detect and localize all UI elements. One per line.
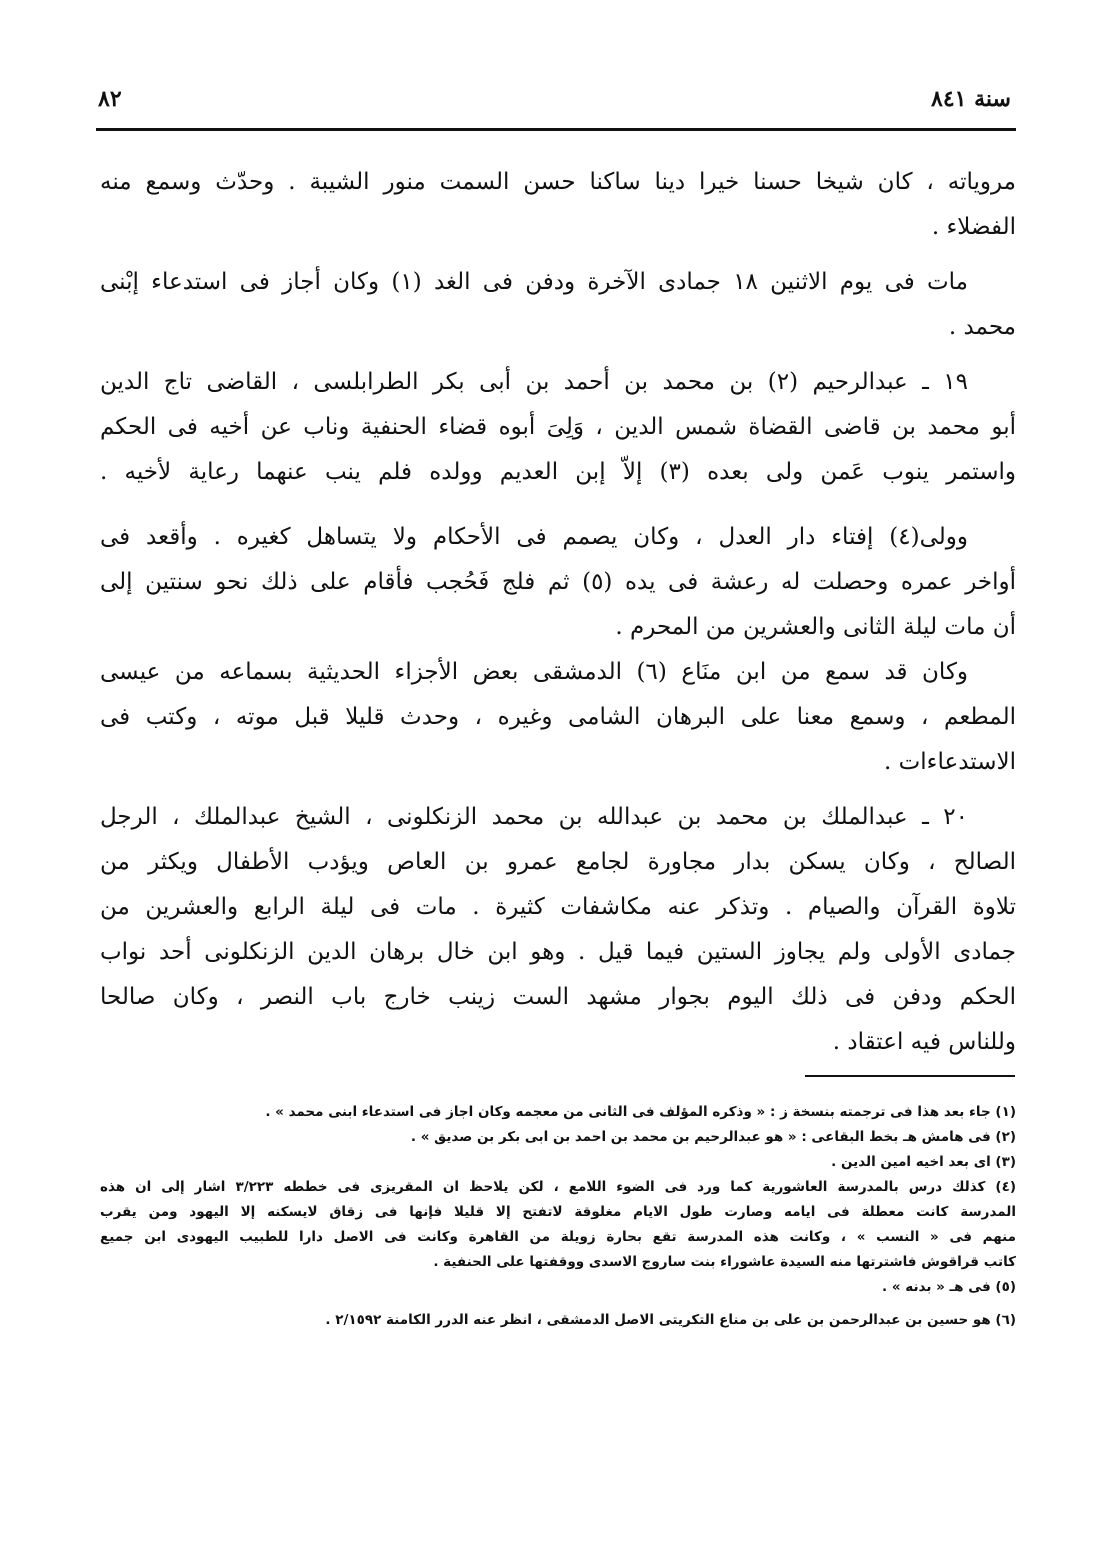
footnote-separator bbox=[805, 1075, 1015, 1077]
text-line: أبو محمد بن قاضى القضاة شمس الدين ، وَلِىَ أبوه قضاء الحنفية وناب عن أخيه فى الحكم bbox=[100, 414, 1016, 440]
footnote-5: (٥) فى هـ « بدنه » . bbox=[882, 1279, 1016, 1295]
main-text bbox=[100, 160, 1016, 1065]
text-line: مات فى يوم الاثنين ١٨ جمادى الآخرة ودفن فى الغد (١) وكان أجاز فى استدعاء إبْنى bbox=[100, 269, 968, 295]
page-number: ٨٢ bbox=[98, 86, 122, 112]
text-line: جمادى الأولى ولم يجاوز الستين فيما قيل . وهو ابن خال برهان الدين الزنكلونى أحد نواب bbox=[100, 939, 1016, 965]
footnote-4-continued: منهم فى « النسب » ، وكانت هذه المدرسة تقع بحارة زويلة من القاهرة وكانت فى الاصل دارا للطبيب اليهودى ابن جميع bbox=[100, 1229, 1016, 1245]
entry-20-heading: ٢٠ ـ عبدالملك بن محمد بن عبدالله بن محمد الزنكلونى ، الشيخ عبدالملك ، الرجل bbox=[100, 804, 968, 830]
text-line: الصالح ، وكان يسكن بدار مجاورة لجامع عمرو بن العاص ويؤدب الأطفال ويكثر من bbox=[100, 849, 1016, 875]
text-line: الحكم ودفن فى ذلك اليوم بجوار مشهد الست زينب خارج باب النصر ، وكان صالحا bbox=[100, 984, 1016, 1010]
footnote-3: (٣) اى بعد اخيه امين الدين . bbox=[831, 1154, 1016, 1170]
entry-19-heading: ١٩ ـ عبدالرحيم (٢) بن محمد بن أحمد بن أبى بكر الطرابلسى ، القاضى تاج الدين bbox=[100, 369, 969, 395]
footnote-4-continued: المدرسة كانت معطلة فى ايامه وصارت طول الايام مغلوقة لاتفتح إلا قليلا فإنها فى زقاق لايسكنه إلا اليهود ومن يقرب bbox=[100, 1204, 1016, 1220]
text-line: وكان قد سمع من ابن منَاع (٦) الدمشقى بعض الأجزاء الحديثية بسماعه من عيسى bbox=[100, 659, 969, 685]
text-line: المطعم ، وسمع معنا على البرهان الشامى وغيره ، وحدث قليلا قبل موته ، وكتب فى bbox=[100, 704, 1016, 730]
footnote-2: (٢) فى هامش هـ بخط البقاعى : « هو عبدالرحيم بن محمد بن احمد بن ابى بكر بن صديق » . bbox=[410, 1129, 1016, 1145]
footnote-6: (٦) هو حسين بن عبدالرحمن بن على بن مناع التكريتى الاصل الدمشقى ، انظر عنه الدرر الكامنة ٢/١٥٩٢ . bbox=[325, 1312, 1016, 1328]
text-line: وولى(٤) إفتاء دار العدل ، وكان يصمم فى الأحكام ولا يتساهل كغيره . وأقعد فى bbox=[100, 524, 968, 550]
footnote-4-continued: كاتب قراقوش فاشترتها منه السيدة عاشوراء بنت ساروج الاسدى ووقفتها على الحنفية . bbox=[433, 1254, 1016, 1270]
text-line: محمد . bbox=[948, 314, 1016, 340]
footnote-1: (١) جاء بعد هذا فى ترجمته بنسخة ز : « وذكره المؤلف فى الثانى من معجمه وكان اجاز فى استدعاء ابنى محمد » . bbox=[265, 1104, 1016, 1120]
text-line: واستمر ينوب عَمن ولى بعده (٣) إلاّ إبن العديم وولده فلم ينب عنهما رعاية لأخيه . bbox=[100, 459, 1016, 485]
footnotes bbox=[100, 1100, 1016, 1333]
footnote-4: (٤) كذلك درس بالمدرسة العاشورية كما ورد فى الضوء اللامع ، لكن يلاحظ ان المقريزى فى خططه ٣/٢٢٣ اشار إلى ان هذه bbox=[100, 1179, 1016, 1195]
header-rule bbox=[96, 128, 1016, 131]
text-line: الفضلاء . bbox=[931, 214, 1016, 240]
text-line: أن مات ليلة الثانى والعشرين من المحرم . bbox=[615, 614, 1016, 640]
text-line: تلاوة القرآن والصيام . وتذكر عنه مكاشفات كثيرة . مات فى ليلة الرابع والعشرين من bbox=[100, 894, 1016, 920]
text-line: وللناس فيه اعتقاد . bbox=[832, 1029, 1016, 1055]
running-header-year: سنة ٨٤١ bbox=[931, 86, 1011, 112]
text-line: الاستدعاءات . bbox=[883, 749, 1016, 775]
text-line: مروياته ، كان شيخا حسنا خيرا دينا ساكنا حسن السمت منور الشيبة . وحدّث وسمع منه bbox=[100, 169, 1016, 195]
text-line: أواخر عمره وحصلت له رعشة فى يده (٥) ثم فلج فَحُجب فأقام على ذلك نحو سنتين إلى bbox=[100, 569, 1016, 595]
